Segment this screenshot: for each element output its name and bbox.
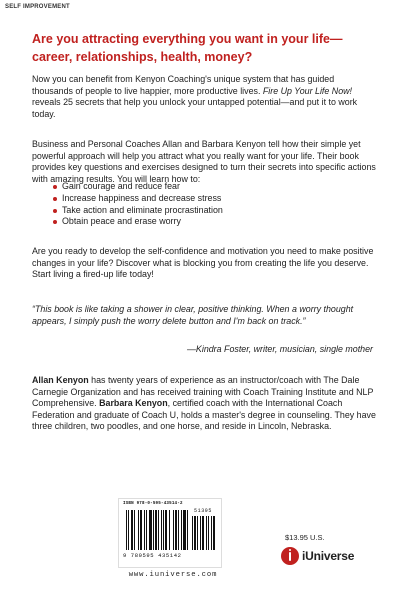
intro-lead: Now you can benefit from Kenyon Coaching's unique system that has guided thousands of people to live happier, more productive lives. xyxy=(32,74,335,96)
call-to-action-paragraph: Are you ready to develop the self-confidence and motivation you need to make positive changes in your life? Discover what is blocking you from creating the life you deserve. Start living a fired-up life today! xyxy=(32,246,374,280)
publisher-logo xyxy=(281,546,354,566)
publisher-name: iUniverse xyxy=(302,549,355,563)
barcode xyxy=(118,498,222,568)
bullet-dot-icon xyxy=(53,209,57,213)
intro-rest: reveals 25 secrets that help you unlock your untapped potential—and put it to work today. xyxy=(32,97,358,119)
benefits-list xyxy=(53,181,373,228)
barcode-supplement-number: 51395 xyxy=(194,508,213,514)
price-label: $13.95 U.S. xyxy=(285,533,325,542)
publisher-website: www.iuniverse.com xyxy=(128,571,218,579)
author-bio: Allan Kenyon has twenty years of experience as an instructor/coach with The Dale Carnegie Organization and has received training with Coach Training Institute and NLP Comprehensive. Barbara Kenyon, certified coach with the International Coach Federation and graduate of Coach U, holds a master's degree in counseling. They have three children, two poodles, and one horse, and reside in Lincoln, Nebraska. xyxy=(32,375,376,432)
category-label: SELF IMPROVEMENT xyxy=(5,4,70,10)
coaches-paragraph: Business and Personal Coaches Allan and Barbara Kenyon tell how their simple yet powerful approach will help you attract what you really want for your life. Their book provides key questions and exercises designed to turn their secrets into specific actions with amazing results. You will learn how to: xyxy=(32,139,376,184)
intro-paragraph xyxy=(32,74,377,120)
barcode-digits: 9 780595 435142 xyxy=(123,552,182,559)
isbn-number: ISBN 978-0-595-43514-2 xyxy=(123,502,183,506)
list-item: Gain courage and reduce fear xyxy=(53,181,373,193)
testimonial-quote: “This book is like taking a shower in clear, positive thinking. When a worry thought appears, I simply push the worry delete button and I'm back on track.” xyxy=(32,304,354,326)
headline: Are you attracting everything you want in your life—career, relationships, health, money? xyxy=(32,32,343,64)
book-title: Fire Up Your Life Now! xyxy=(262,85,353,96)
list-item: Increase happiness and decrease stress xyxy=(53,193,373,205)
list-item: Take action and eliminate procrastination xyxy=(53,205,373,217)
testimonial-attribution: —Kindra Foster, writer, musician, single mother xyxy=(187,344,373,354)
barcode-bars-icon xyxy=(126,510,188,552)
bullet-dot-icon xyxy=(53,220,57,224)
bullet-dot-icon xyxy=(53,185,57,189)
list-item: Obtain peace and erase worry xyxy=(53,216,373,228)
author-name-allan: Allan Kenyon xyxy=(32,375,89,385)
author-name-barbara: Barbara Kenyon xyxy=(99,398,168,409)
iuniverse-logo-icon xyxy=(281,547,299,565)
barcode-supplement-bars-icon xyxy=(192,516,216,552)
bullet-dot-icon xyxy=(53,197,57,201)
